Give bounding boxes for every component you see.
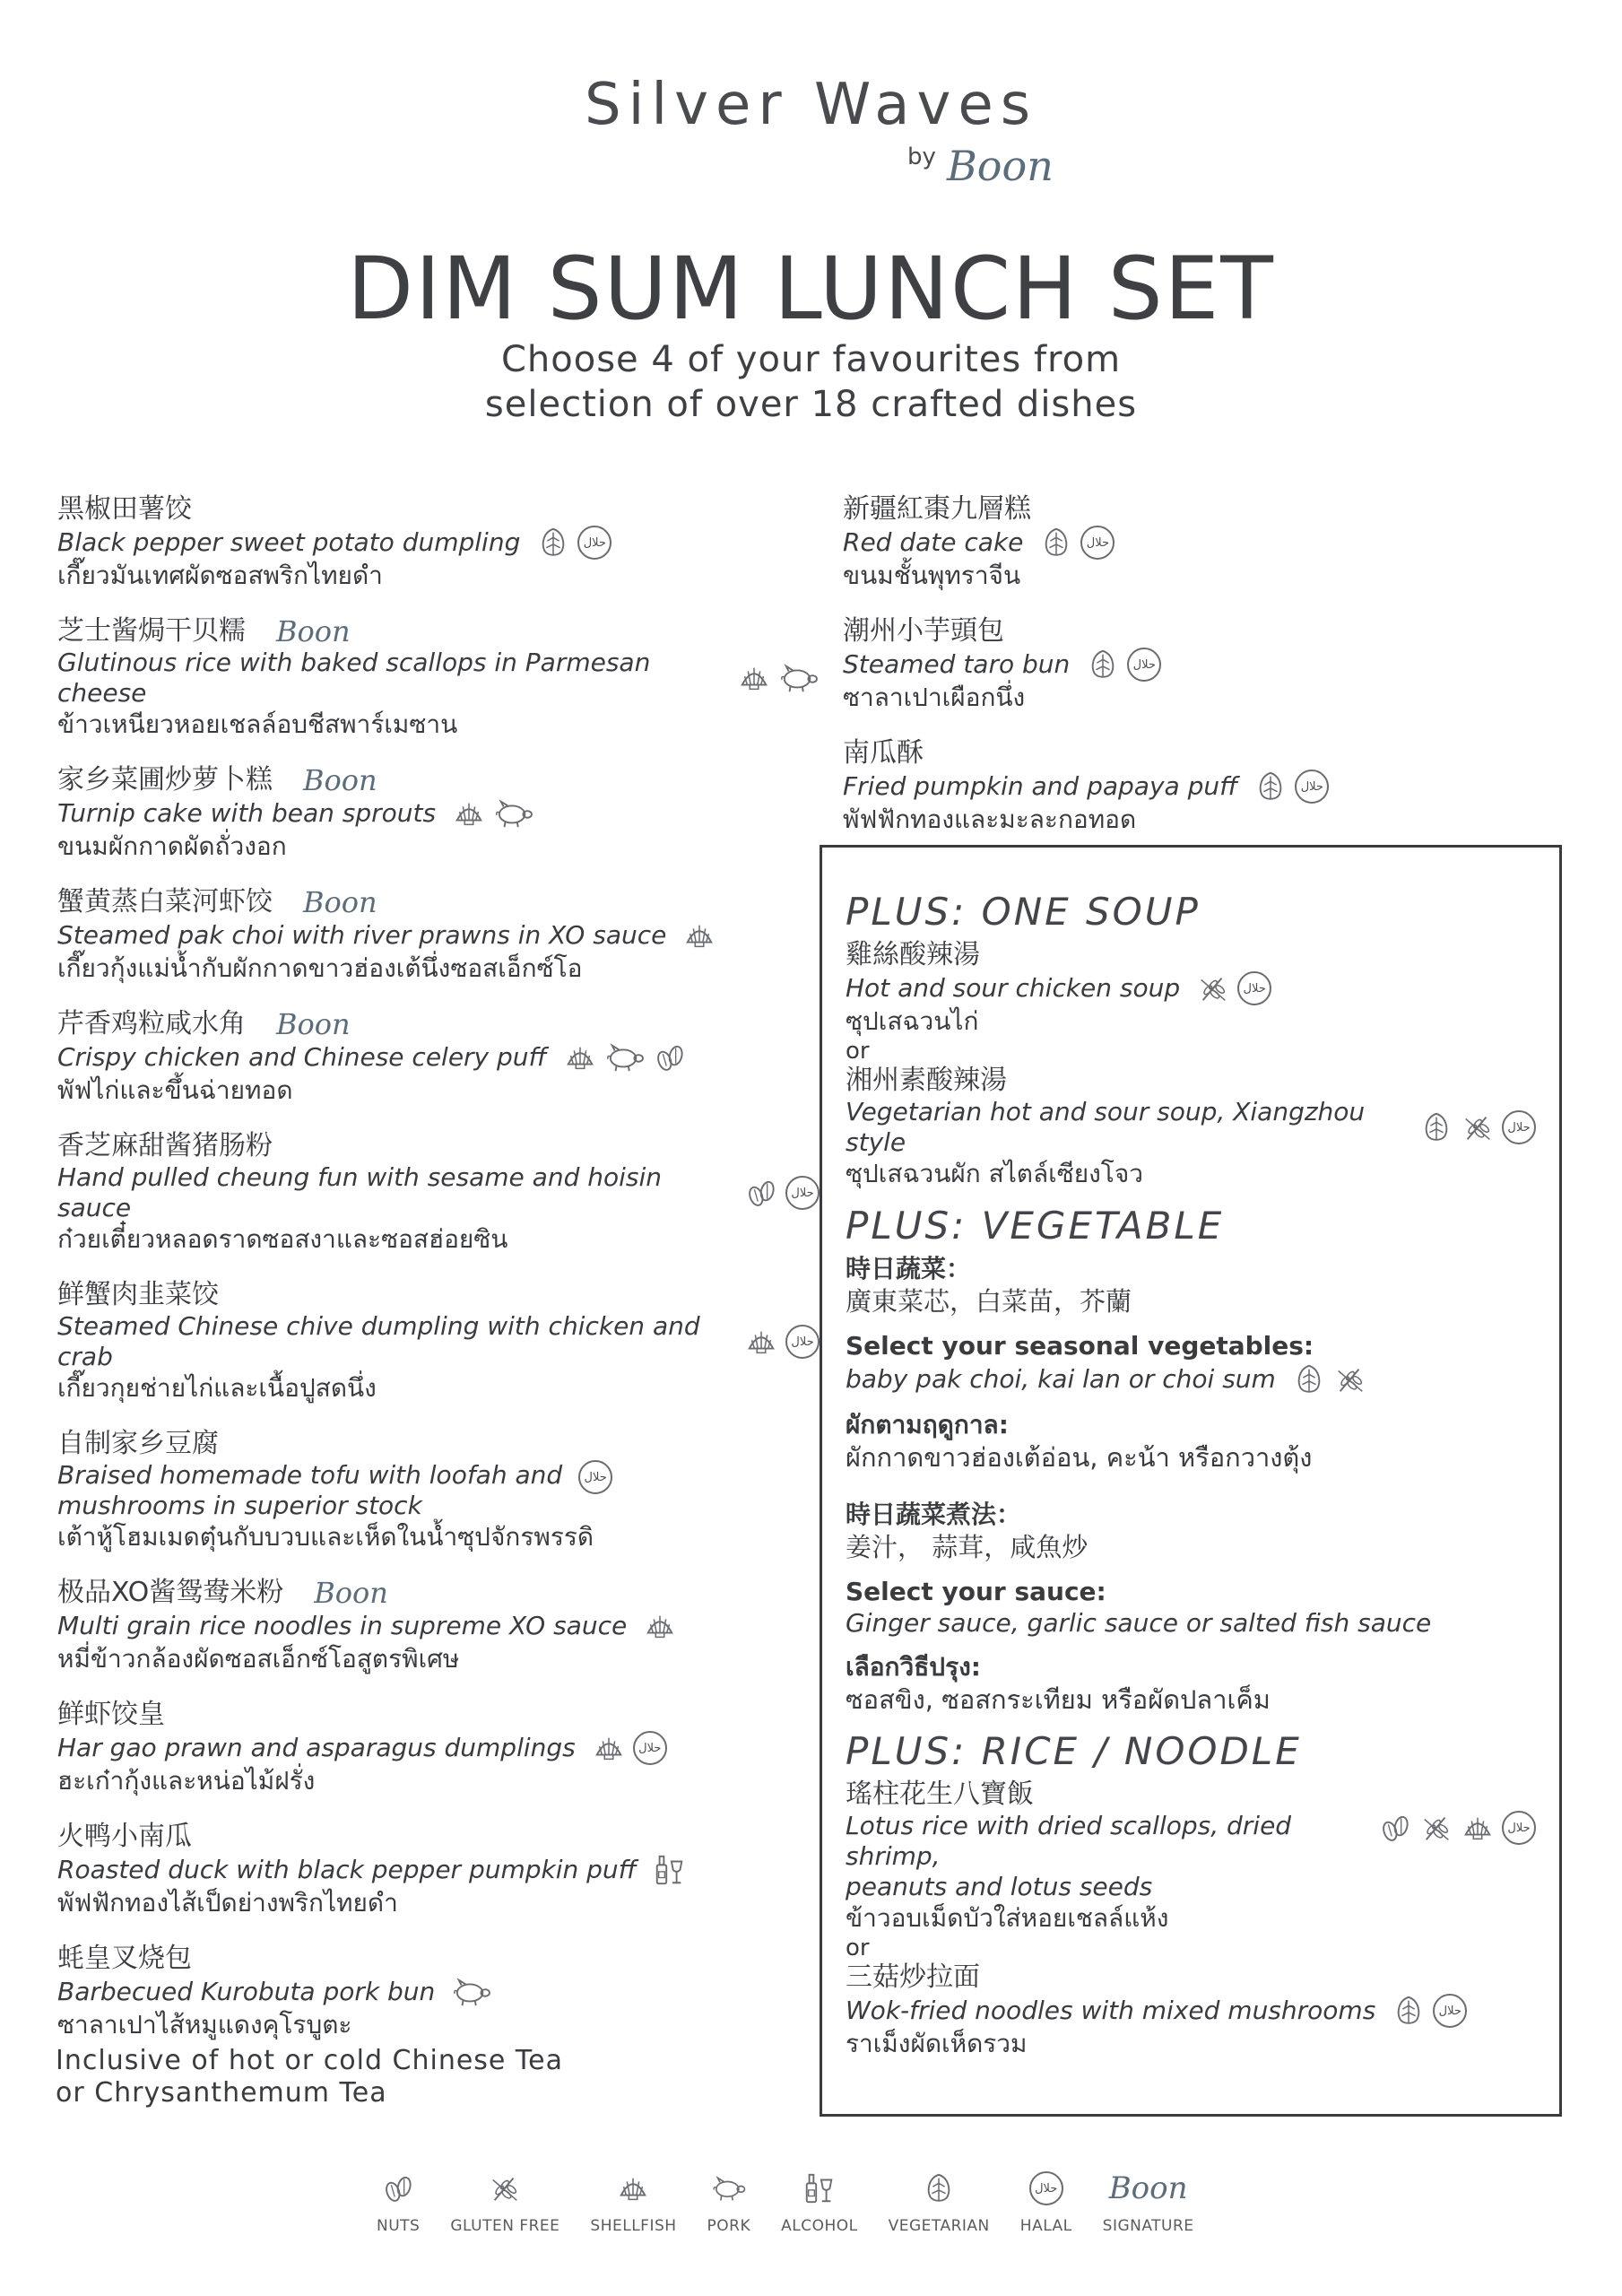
legend-symbol bbox=[921, 2170, 957, 2206]
dish-name-en bbox=[57, 918, 820, 952]
nuts-icon bbox=[381, 2171, 415, 2205]
dish-name-th: พัฟไก่และขึ้นฉ่ายทอด bbox=[57, 1075, 293, 1105]
dish-name-zh bbox=[57, 1279, 820, 1311]
veg-en-icons bbox=[1292, 1362, 1367, 1396]
signature-icon: Boon bbox=[1108, 2170, 1188, 2206]
left-dish-2 bbox=[57, 615, 820, 741]
veg-en-label: Select your seasonal vegetables: bbox=[846, 1331, 1314, 1361]
halal-icon: حلال bbox=[1029, 2171, 1063, 2205]
dish-name-zh-text: 黑椒田薯饺 bbox=[57, 493, 192, 525]
dish-icons bbox=[682, 918, 716, 952]
dish-name-th: เต้าหู้โฮมเมดตุ๋นกับบวบและเห็ดในน้ำซุปจักรพรรดิ bbox=[57, 1522, 594, 1552]
halal-icon: حلال bbox=[1237, 971, 1271, 1005]
dish-name-en-text: Crispy chicken and Chinese celery puff bbox=[57, 1042, 547, 1072]
left-dish-1 bbox=[57, 493, 820, 592]
dish-name-en-text: Glutinous rice with baked scallops in Parmesan cheese bbox=[57, 648, 651, 708]
gluten-free-icon bbox=[1419, 1811, 1453, 1845]
legend-symbol bbox=[1108, 2170, 1188, 2206]
legend-label: SHELLFISH bbox=[590, 2217, 677, 2235]
legend-label: VEGETARIAN bbox=[888, 2217, 990, 2235]
left-dish-7 bbox=[57, 1279, 820, 1405]
brand-name: Silver Waves bbox=[584, 72, 1038, 138]
pork-icon bbox=[778, 661, 820, 695]
set-includes-box bbox=[820, 845, 1562, 2117]
tea-line-2: or Chrysanthemum Tea bbox=[56, 2077, 387, 2109]
dish-icons bbox=[744, 1325, 820, 1359]
set-includes-content bbox=[846, 889, 1536, 2060]
veg-th-label: ผักตามฤดูกาล: bbox=[846, 1410, 1009, 1439]
gluten-free-icon bbox=[1196, 971, 1230, 1005]
shellfish-icon bbox=[616, 2171, 650, 2205]
legend-item-vegetarian bbox=[889, 2170, 990, 2235]
legend-label: HALAL bbox=[1019, 2217, 1072, 2235]
dish-name-en-text: Fried pumpkin and papaya puff bbox=[843, 771, 1238, 801]
brand-by: by bbox=[907, 144, 936, 170]
dish-icons bbox=[592, 1731, 667, 1765]
left-dish-12 bbox=[57, 1943, 820, 2041]
shellfish-icon bbox=[682, 918, 716, 952]
veg-zh-label: 時日蔬菜： bbox=[846, 1254, 972, 1283]
dish-name-en bbox=[57, 526, 820, 560]
dish-name-en bbox=[57, 1311, 820, 1372]
veg-en-sauce-label: Select your sauce: bbox=[846, 1577, 1106, 1606]
dish-name-en bbox=[843, 526, 1560, 560]
legend-item-alcohol bbox=[781, 2170, 858, 2235]
signature-icon: Boon bbox=[303, 885, 377, 919]
rice-heading: PLUS: RICE / NOODLE bbox=[846, 1729, 1302, 1773]
dish-name-th: ข้าวเหนียวหอยเชลล์อบชีสพาร์เมซาน bbox=[57, 709, 458, 739]
dish-name-en-text: Red date cake bbox=[843, 527, 1024, 557]
dish-name-zh bbox=[57, 1577, 820, 1609]
pork-icon bbox=[493, 796, 534, 831]
dish-icons bbox=[536, 526, 612, 560]
left-dish-8 bbox=[57, 1428, 820, 1553]
dish-name-th: พัฟฟักทองและมะละกอทอด bbox=[843, 804, 1137, 834]
dish-name-en-line: Braised homemade tofu with loofah and bbox=[57, 1460, 563, 1490]
soup-1-zh: 雞絲酸辣湯 bbox=[846, 939, 980, 970]
vegetarian-icon bbox=[1419, 1110, 1453, 1144]
left-menu-column bbox=[57, 493, 820, 2065]
dish-name-zh-text: 南瓜酥 bbox=[843, 737, 924, 769]
rice-1-th: ข้าวอบเม็ดบัวใส่หอยเชลล์แห้ง bbox=[846, 1903, 1169, 1933]
nuts-icon bbox=[744, 1176, 778, 1210]
veg-zh-sauce-label: 時日蔬菜煮法： bbox=[846, 1500, 1022, 1529]
dish-name-en-text bbox=[57, 1460, 562, 1521]
dish-name-zh bbox=[57, 1821, 820, 1853]
dish-name-th: ขนมผักกาดผัดถั่วงอก bbox=[57, 831, 287, 861]
shellfish-icon bbox=[1461, 1811, 1495, 1845]
dish-name-en-text: Steamed pak choi with river prawns in XO sauce bbox=[57, 920, 667, 950]
vegetarian-icon bbox=[922, 2171, 956, 2205]
vegetarian-icon bbox=[1253, 770, 1288, 804]
dish-name-zh bbox=[57, 1699, 820, 1731]
signature-icon: Boon bbox=[303, 763, 377, 797]
dish-name-zh bbox=[57, 886, 820, 918]
right-dish-1 bbox=[843, 493, 1560, 592]
legend-item-shellfish bbox=[590, 2170, 676, 2235]
alcohol-icon bbox=[802, 2171, 837, 2205]
left-dish-10 bbox=[57, 1699, 820, 1797]
dish-name-en bbox=[57, 1040, 820, 1074]
halal-icon: حلال bbox=[785, 1176, 820, 1210]
subtitle-line-1: Choose 4 of your favourites from bbox=[500, 339, 1122, 380]
legend-symbol bbox=[711, 2170, 747, 2206]
dish-name-en bbox=[57, 1975, 820, 2009]
legend-label: GLUTEN FREE bbox=[450, 2217, 560, 2235]
soup-2-en-text: Vegetarian hot and sour soup, Xiangzhou style bbox=[846, 1097, 1366, 1157]
halal-icon: حلال bbox=[633, 1731, 667, 1765]
right-dish-3 bbox=[843, 737, 1560, 836]
signature-icon: Boon bbox=[314, 1576, 388, 1610]
dish-name-en-text: Steamed Chinese chive dumpling with chicken and crab bbox=[57, 1311, 700, 1371]
left-dish-3 bbox=[57, 764, 820, 863]
rice-1-icons bbox=[1378, 1811, 1536, 1845]
tea-line-1: Inclusive of hot or cold Chinese Tea bbox=[56, 2045, 563, 2076]
dish-name-en bbox=[57, 1460, 820, 1521]
dish-name-en-text: Steamed taro bun bbox=[843, 649, 1071, 679]
dish-icons bbox=[643, 1609, 677, 1643]
dish-name-en-text: Barbecued Kurobuta pork bun bbox=[57, 1977, 436, 2006]
signature-icon: Boon bbox=[276, 614, 351, 648]
veg-en-items-text: baby pak choi, kai lan or choi sum bbox=[846, 1364, 1276, 1394]
alcohol-icon bbox=[653, 1853, 687, 1887]
rice-1-en-text bbox=[846, 1811, 1362, 1902]
rice-1-en bbox=[846, 1811, 1536, 1902]
rice-or: or bbox=[846, 1935, 870, 1961]
dish-name-en-text: Black pepper sweet potato dumpling bbox=[57, 527, 521, 557]
halal-icon: حلال bbox=[1080, 526, 1115, 560]
soup-2-icons bbox=[1419, 1110, 1536, 1144]
left-dish-4 bbox=[57, 886, 820, 985]
shellfish-icon bbox=[737, 661, 771, 695]
soup-2-th: ซุปเสฉวนผัก สไตล์เซียงโจว bbox=[846, 1159, 1143, 1188]
legend-item-pork bbox=[707, 2170, 751, 2235]
dish-icons bbox=[737, 661, 820, 695]
dish-name-en bbox=[57, 796, 820, 831]
veg-th-sauce-items: ซอสขิง, ซอสกระเทียม หรือผัดปลาเค็ม bbox=[846, 1684, 1271, 1715]
soup-1-en-text: Hot and sour chicken soup bbox=[846, 973, 1181, 1003]
soup-1-en bbox=[846, 971, 1536, 1005]
rice-2-en-text: Wok-fried noodles with mixed mushrooms bbox=[846, 1996, 1376, 2025]
dish-name-en bbox=[843, 648, 1560, 682]
gluten-free-icon bbox=[1461, 1110, 1495, 1144]
veg-zh-sauce-items: 姜汁， 蒜茸，咸魚炒 bbox=[846, 1532, 1089, 1562]
rice-1-zh: 瑤柱花生八寶飯 bbox=[846, 1779, 1034, 1810]
veg-en-items bbox=[846, 1362, 1536, 1396]
soup-2-en bbox=[846, 1097, 1536, 1158]
dish-name-en bbox=[57, 1162, 820, 1223]
dish-name-zh-text: 芝士酱焗干贝糯 bbox=[57, 615, 246, 647]
veg-zh-items: 廣東菜芯，白菜苗，芥蘭 bbox=[846, 1286, 1132, 1317]
dish-name-en-text: Har gao prawn and asparagus dumplings bbox=[57, 1733, 576, 1762]
legend-symbol bbox=[615, 2170, 651, 2206]
dish-name-zh-text: 自制家乡豆腐 bbox=[57, 1428, 219, 1459]
legend-item-halal bbox=[1020, 2170, 1072, 2235]
nuts-icon bbox=[653, 1040, 687, 1074]
legend-label: NUTS bbox=[377, 2217, 421, 2235]
dish-icons bbox=[563, 1040, 687, 1074]
shellfish-icon bbox=[563, 1040, 597, 1074]
brand-boon: Boon bbox=[947, 142, 1054, 190]
page-title: DIM SUM LUNCH SET bbox=[347, 239, 1275, 339]
pork-icon bbox=[451, 1975, 492, 2009]
right-menu-column bbox=[843, 493, 1560, 859]
dish-name-en-line: mushrooms in superior stock bbox=[57, 1491, 422, 1520]
dish-name-en bbox=[57, 648, 820, 709]
dish-name-th: เกี๊ยวกุยช่ายไก่และเนื้อปูสดนึ่ง bbox=[57, 1373, 377, 1403]
dish-name-th: ขนมชั้นพุทราจีน bbox=[843, 561, 1021, 590]
dish-name-zh-text: 香芝麻甜酱猪肠粉 bbox=[57, 1130, 273, 1161]
dish-name-zh-text: 极品XO酱鸳鸯米粉 bbox=[57, 1577, 284, 1608]
left-dish-5 bbox=[57, 1008, 820, 1107]
legend-label: ALCOHOL bbox=[781, 2217, 858, 2235]
rice-2-zh: 三菇炒拉面 bbox=[846, 1961, 980, 1993]
tea-note bbox=[56, 2045, 563, 2109]
rice-2-th: ราเม็งผัดเห็ดรวม bbox=[846, 2029, 1028, 2058]
dish-name-th: เกี๊ยวกุ้งแม่น้ำกับผักกาดขาวฮ่องเต้นึ่งซอสเอ็กซ์โอ bbox=[57, 953, 583, 983]
vegetarian-icon bbox=[1392, 1994, 1426, 2028]
dish-name-th: เกี๊ยวมันเทศผัดซอสพริกไทยดำ bbox=[57, 561, 383, 590]
dish-name-zh bbox=[57, 615, 820, 648]
dish-icons bbox=[1086, 648, 1161, 682]
shellfish-icon bbox=[452, 796, 486, 831]
halal-icon: حلال bbox=[578, 1460, 612, 1494]
vegetarian-icon bbox=[1292, 1362, 1326, 1396]
soup-2-zh: 湘州素酸辣湯 bbox=[846, 1065, 1007, 1096]
legend-item-nuts bbox=[377, 2170, 420, 2235]
halal-icon: حلال bbox=[577, 526, 612, 560]
legend-item-gluten-free bbox=[450, 2170, 559, 2235]
dish-name-en bbox=[57, 1853, 820, 1887]
dish-name-th: ก๋วยเตี๋ยวหลอดราดซอสงาและซอสฮ่อยซิน bbox=[57, 1224, 508, 1254]
dish-name-en-text: Multi grain rice noodles in supreme XO sauce bbox=[57, 1611, 628, 1640]
dish-icons bbox=[1253, 770, 1329, 804]
legend-item-signature bbox=[1103, 2170, 1194, 2235]
dish-icons bbox=[653, 1853, 687, 1887]
dish-name-th: พัฟฟักทองไส้เป็ดย่างพริกไทยดำ bbox=[57, 1888, 398, 1918]
shellfish-icon bbox=[744, 1325, 778, 1359]
dish-name-zh-text: 家乡菜圃炒萝卜糕 bbox=[57, 764, 273, 796]
pork-icon bbox=[711, 2171, 747, 2205]
dish-name-en-text: Hand pulled cheung fun with sesame and hoisin sauce bbox=[57, 1162, 663, 1222]
halal-icon: حلال bbox=[1295, 770, 1329, 804]
legend-symbol bbox=[487, 2170, 523, 2206]
dish-name-zh-text: 鲜蟹肉韭菜饺 bbox=[57, 1279, 219, 1310]
dish-name-zh-text: 蟹黄蒸白菜河虾饺 bbox=[57, 886, 273, 918]
shellfish-icon bbox=[592, 1731, 626, 1765]
dish-name-zh-text: 鲜虾饺皇 bbox=[57, 1699, 165, 1730]
dish-name-zh bbox=[57, 1130, 820, 1162]
dish-name-zh-text: 芹香鸡粒咸水角 bbox=[57, 1008, 246, 1039]
dish-name-th: หมี่ข้าวกล้องผัดซอสเอ็กซ์โอสูตรพิเศษ bbox=[57, 1644, 460, 1674]
dish-name-zh bbox=[57, 764, 820, 796]
left-dish-6 bbox=[57, 1130, 820, 1256]
gluten-free-icon bbox=[488, 2171, 522, 2205]
halal-icon: حلال bbox=[1127, 648, 1161, 682]
dish-name-zh bbox=[57, 1943, 820, 1975]
halal-icon: حلال bbox=[785, 1325, 820, 1359]
signature-icon: Boon bbox=[276, 1007, 351, 1041]
legend-symbol bbox=[380, 2170, 416, 2206]
dish-name-en bbox=[843, 770, 1560, 804]
subtitle-line-2: selection of over 18 crafted dishes bbox=[484, 384, 1138, 425]
legend-symbol bbox=[1028, 2170, 1064, 2206]
vegetable-heading: PLUS: VEGETABLE bbox=[846, 1204, 1225, 1248]
soup-1-th: ซุปเสฉวนไก่ bbox=[846, 1006, 979, 1036]
shellfish-icon bbox=[643, 1609, 677, 1643]
rice-1-en-line-1: Lotus rice with dried scallops, dried shrimp, bbox=[846, 1811, 1292, 1871]
dish-name-en bbox=[57, 1609, 820, 1643]
halal-icon: حلال bbox=[1502, 1811, 1536, 1845]
dish-name-zh-text: 蚝皇叉烧包 bbox=[57, 1943, 192, 1974]
legend-label: SIGNATURE bbox=[1102, 2217, 1194, 2235]
legend-label: PORK bbox=[707, 2217, 751, 2235]
rice-2-icons bbox=[1392, 1994, 1467, 2028]
dish-name-zh bbox=[57, 1008, 820, 1040]
dish-name-en-text: Turnip cake with bean sprouts bbox=[57, 798, 437, 828]
vegetarian-icon bbox=[1086, 648, 1120, 682]
dish-name-en bbox=[57, 1731, 820, 1765]
dish-name-zh-text: 潮州小芋頭包 bbox=[843, 615, 1004, 647]
veg-en-sauce-items: Ginger sauce, garlic sauce or salted fish sauce bbox=[846, 1608, 1432, 1638]
soup-heading: PLUS: ONE SOUP bbox=[846, 890, 1201, 934]
dish-icons bbox=[1039, 526, 1115, 560]
dish-name-zh-text: 新疆紅棗九層糕 bbox=[843, 493, 1031, 525]
soup-or: or bbox=[846, 1038, 870, 1065]
dish-name-zh bbox=[843, 493, 1560, 526]
halal-icon: حلال bbox=[1502, 1110, 1536, 1144]
rice-1-en-line-2: peanuts and lotus seeds bbox=[846, 1872, 1153, 1901]
page-subtitle bbox=[0, 337, 1622, 427]
dish-name-en-text: Roasted duck with black pepper pumpkin puff bbox=[57, 1855, 637, 1884]
veg-th-sauce-label: เลือกวิธีปรุง: bbox=[846, 1652, 981, 1682]
legend-symbol bbox=[802, 2170, 837, 2206]
dish-icons bbox=[578, 1460, 612, 1494]
gluten-free-icon bbox=[1333, 1362, 1367, 1396]
icon-legend bbox=[377, 2170, 1225, 2235]
left-dish-9 bbox=[57, 1577, 820, 1675]
pork-icon bbox=[604, 1040, 646, 1074]
nuts-icon bbox=[1378, 1811, 1412, 1845]
vegetarian-icon bbox=[1039, 526, 1073, 560]
dish-name-th: ซาลาเปาเผือกนึ่ง bbox=[843, 683, 1026, 712]
dish-name-zh bbox=[57, 1428, 820, 1460]
dish-name-th: ฮะเก๋ากุ้งและหน่อไม้ฝรั่ง bbox=[57, 1766, 316, 1796]
dish-name-zh bbox=[843, 615, 1560, 648]
veg-th-items: ผักกาดขาวฮ่องเต้อ่อน, คะน้า หรือกวางตุ้ง bbox=[846, 1442, 1313, 1473]
halal-icon: حلال bbox=[1433, 1994, 1467, 2028]
dish-icons bbox=[451, 1975, 492, 2009]
dish-icons bbox=[452, 796, 534, 831]
dish-name-zh-text: 火鸭小南瓜 bbox=[57, 1821, 192, 1852]
right-dish-2 bbox=[843, 615, 1560, 714]
rice-2-en bbox=[846, 1994, 1536, 2028]
dish-name-zh bbox=[57, 493, 820, 526]
left-dish-11 bbox=[57, 1821, 820, 1919]
vegetarian-icon bbox=[536, 526, 570, 560]
soup-1-icons bbox=[1196, 971, 1271, 1005]
dish-name-th: ซาลาเปาไส้หมูแดงคุโรบูตะ bbox=[57, 2010, 352, 2039]
dish-icons bbox=[744, 1176, 820, 1210]
dish-name-zh bbox=[843, 737, 1560, 770]
